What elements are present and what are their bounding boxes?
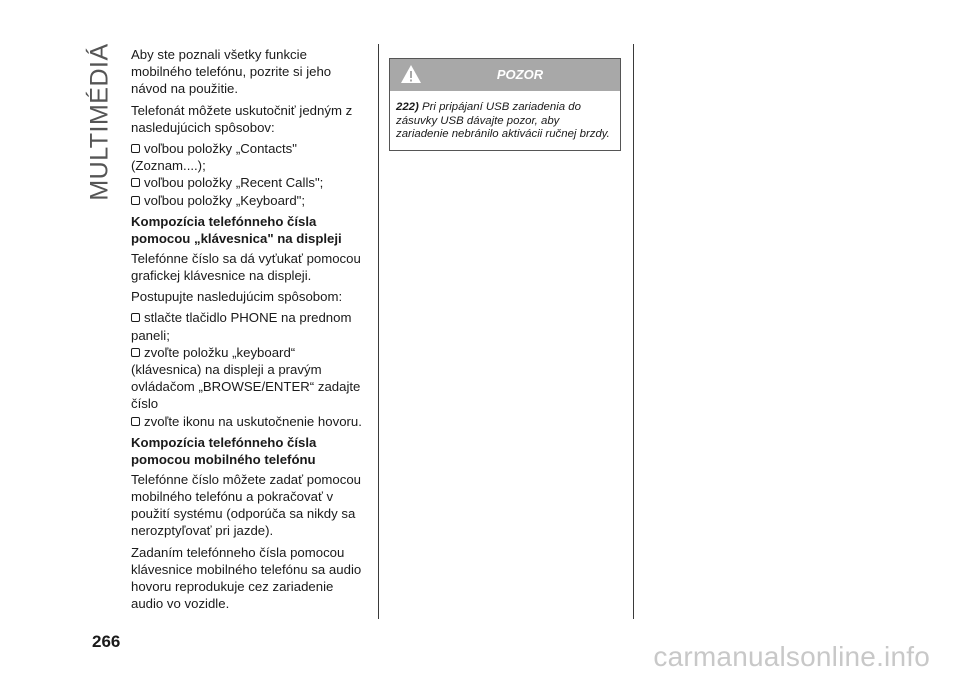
list-item bbox=[131, 309, 369, 343]
warning-text: Pri pripájaní USB zariadenia do zásuvky USB dávajte pozor, aby zariadenie nebránilo aktivácii ručnej brzdy. bbox=[396, 101, 610, 140]
bullet-icon bbox=[131, 144, 140, 153]
list-item-text: voľbou položky „Recent Calls"; bbox=[144, 175, 324, 191]
bullet-icon bbox=[131, 417, 140, 426]
warning-body bbox=[390, 91, 620, 150]
list-item bbox=[131, 344, 369, 413]
list-item-text: stlačte tlačidlo PHONE na prednom paneli; bbox=[131, 310, 352, 343]
warning-header bbox=[390, 59, 620, 91]
intro-paragraph: Aby ste poznali všetky funkcie mobilného telefónu, pozrite si jeho návod na použitie. bbox=[131, 47, 332, 97]
list-item bbox=[131, 174, 369, 191]
warning-title: POZOR bbox=[496, 67, 544, 82]
page-number: 266 bbox=[92, 632, 121, 651]
list-item bbox=[131, 413, 369, 430]
bullet-icon bbox=[131, 348, 140, 357]
call-methods-intro: Telefonát môžete uskutočniť jedným z nasledujúcich spôsobov: bbox=[131, 102, 353, 135]
keyboard-paragraph: Telefónne číslo sa dá vyťukať pomocou grafickej klávesnice na displeji. bbox=[131, 250, 361, 284]
list-item-text: voľbou položky „Contacts" (Zoznam....); bbox=[131, 141, 297, 174]
list-item-text: zvoľte položku „keyboard“ (klávesnica) na displeji a pravým ovládačom „BROWSE/ENTER“ zadajte číslo bbox=[131, 344, 361, 412]
warning-number: 222) bbox=[396, 101, 419, 113]
procedure-intro: Postupujte nasledujúcim spôsobom: bbox=[131, 289, 343, 305]
heading-keyboard-dialing: Kompozícia telefónneho čísla pomocou „klávesnica" na displeji bbox=[131, 213, 342, 246]
list-item-text: zvoľte ikonu na uskutočnenie hovoru. bbox=[144, 413, 362, 429]
section-title bbox=[85, 43, 114, 201]
bullet-icon bbox=[131, 313, 140, 322]
warning-box bbox=[389, 58, 621, 151]
heading-phone-dialing: Kompozícia telefónneho čísla pomocou mobilného telefónu bbox=[131, 434, 317, 467]
list-item-text: voľbou položky „Keyboard"; bbox=[144, 192, 306, 208]
list-item bbox=[131, 192, 369, 209]
watermark: carmanualsonline.info bbox=[653, 641, 930, 672]
bullet-icon bbox=[131, 196, 140, 205]
list-item bbox=[131, 140, 369, 174]
phone-dialing-paragraph: Telefónne číslo môžete zadať pomocou mobilného telefónu a pokračovať v použití systému (odporúča sa nikdy sa nerozptyľovať pri jazde). bbox=[131, 471, 362, 539]
audio-paragraph: Zadaním telefónneho čísla pomocou klávesnice mobilného telefónu sa audio hovoru reprodukuje cez zariadenie audio vo vozidle. bbox=[131, 544, 362, 612]
bullet-icon bbox=[131, 178, 140, 187]
column-divider bbox=[633, 44, 634, 619]
column-divider bbox=[378, 44, 379, 619]
main-column bbox=[131, 46, 369, 616]
section-title-text: MULTIMÉDIÁ bbox=[85, 43, 114, 201]
